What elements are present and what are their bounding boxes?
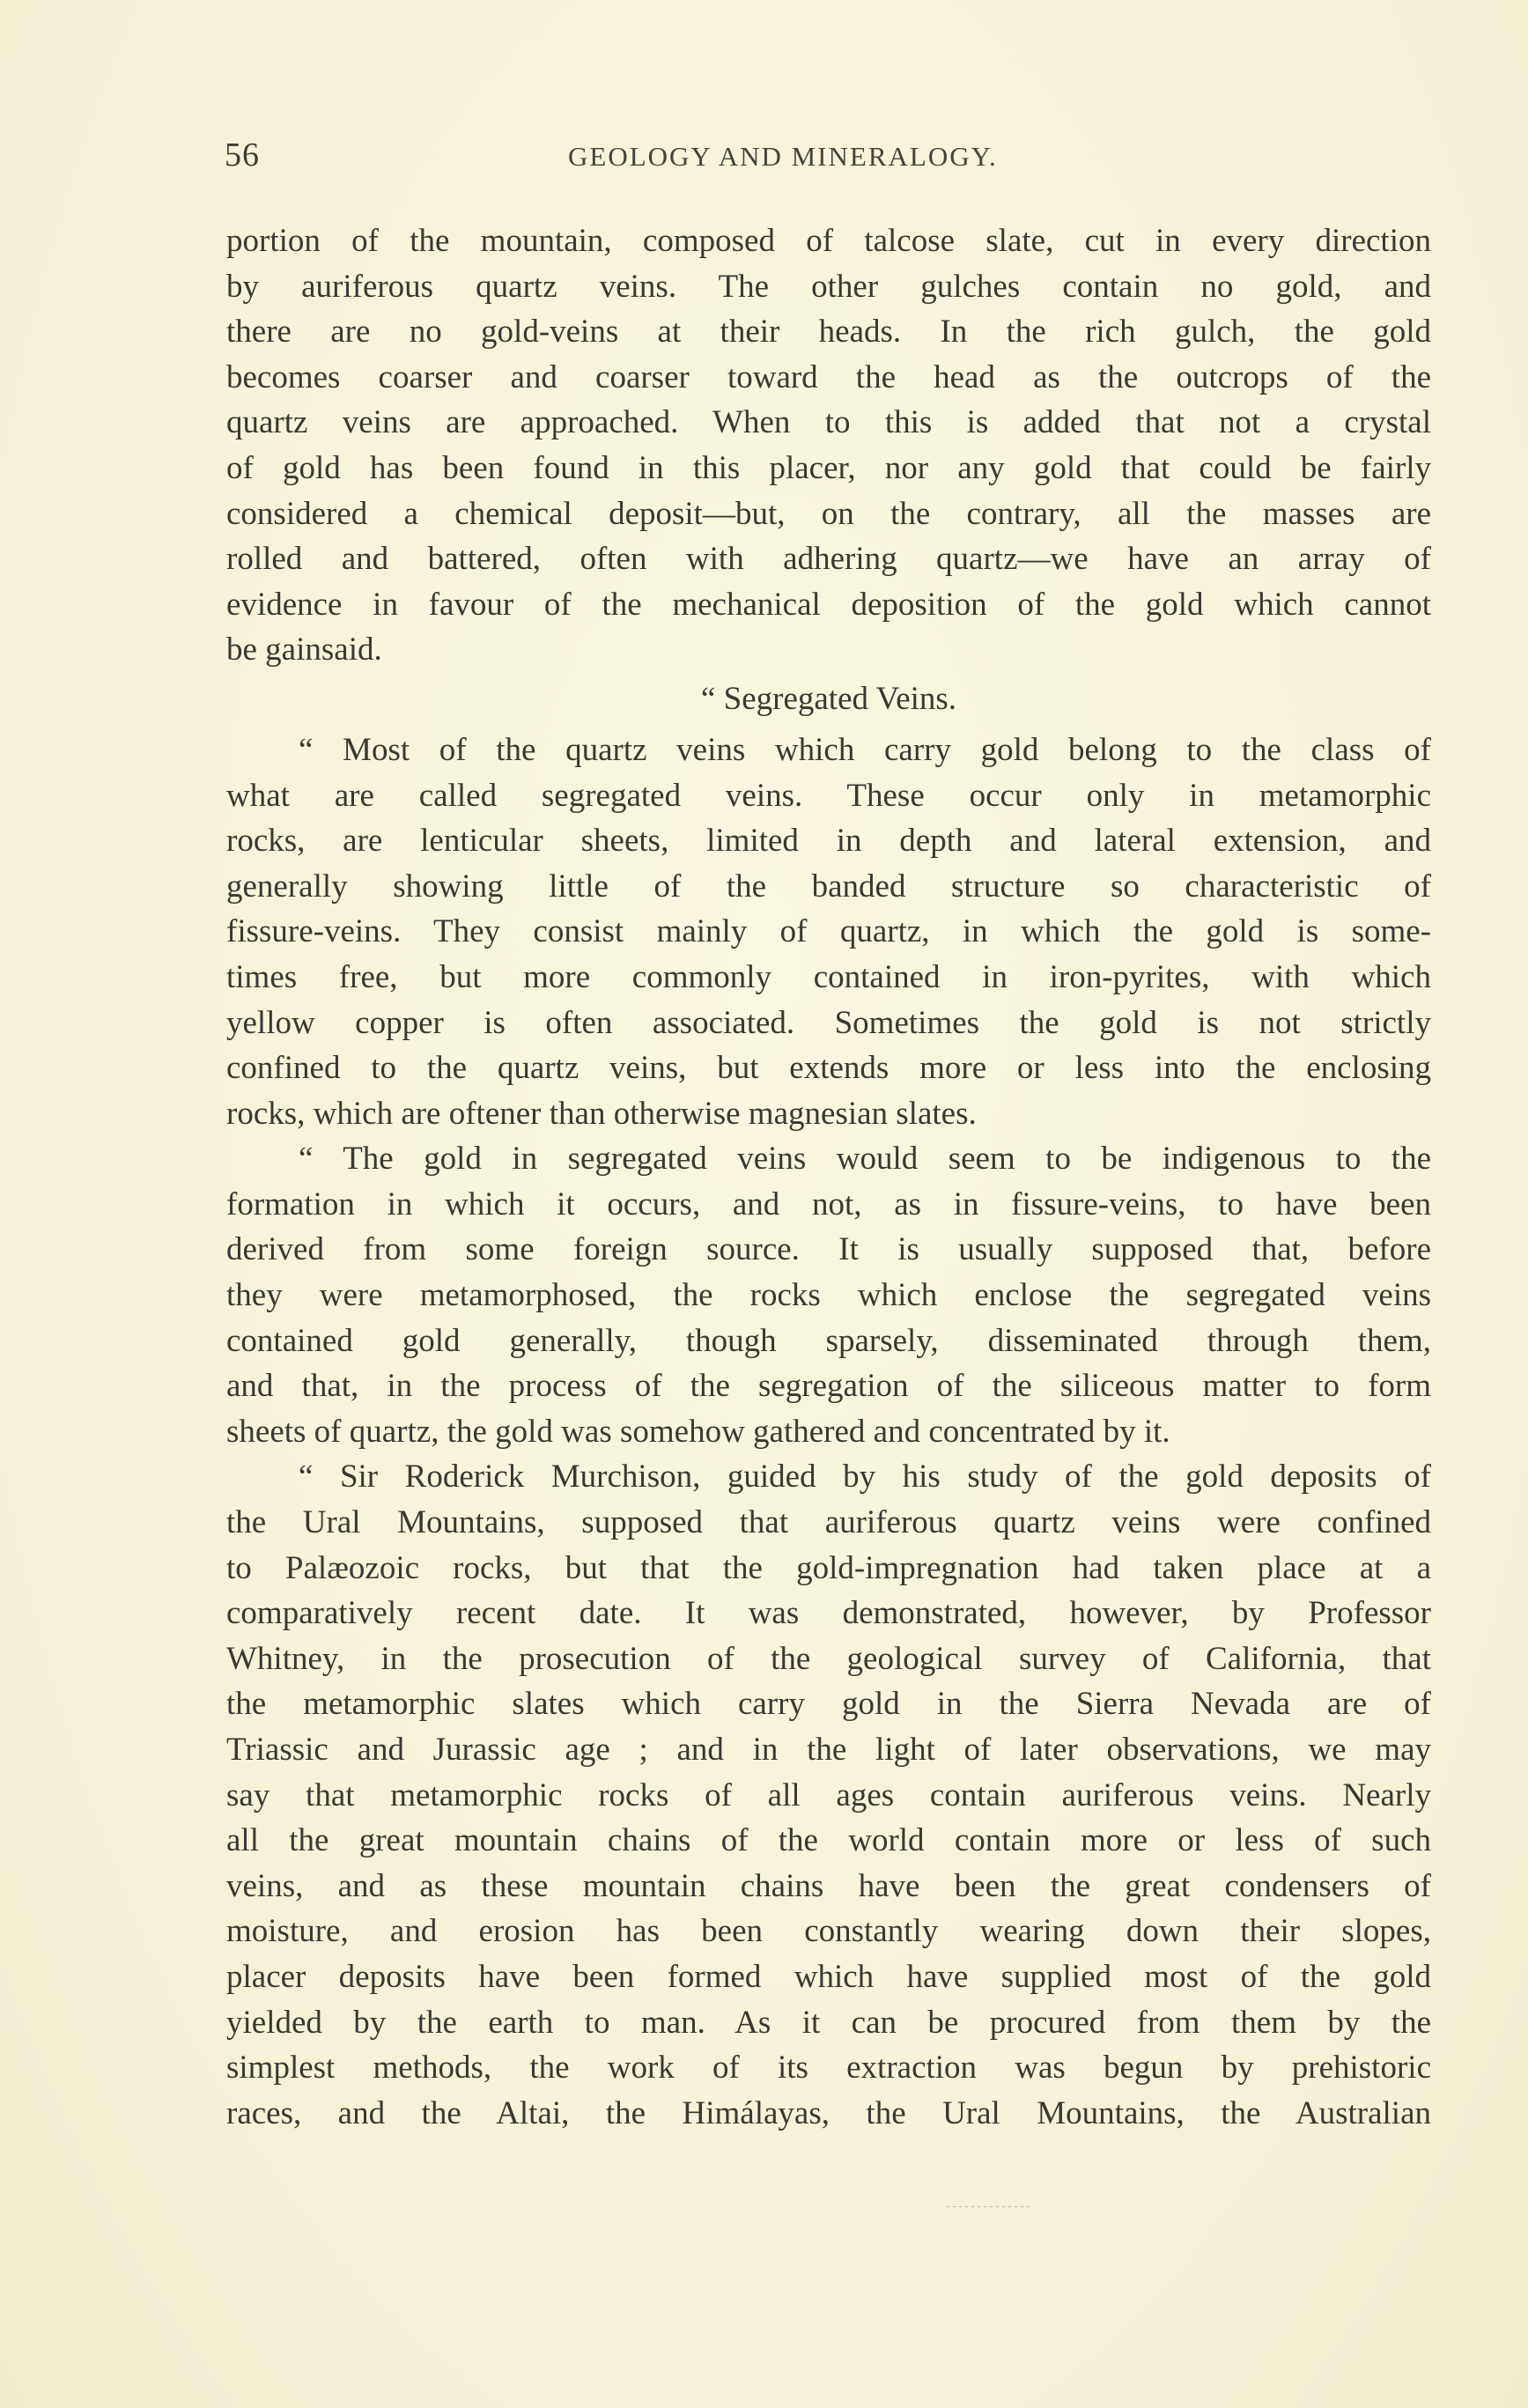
text-line: “ The gold in segregated veins would seem to be indigenous to the [299, 1141, 1431, 1178]
text-line: the metamorphic slates which carry gold in the Sierra Nevada are of [226, 1686, 1431, 1723]
text-line: there are no gold-veins at their heads. In the rich gulch, the gold [226, 314, 1431, 351]
text-line: sheets of quartz, the gold was somehow gathered and concentrated by it. [226, 1413, 1170, 1450]
running-head: GEOLOGY AND MINERALOGY. [568, 141, 998, 172]
text-line: of gold has been found in this placer, nor any gold that could be fairly [226, 449, 1431, 486]
page-header [225, 132, 1431, 185]
text-line: yielded by the earth to man. As it can be procured from them by the [226, 2004, 1431, 2041]
text-line: rolled and battered, often with adhering quartz—we have an array of [226, 541, 1431, 578]
text-line: to Palæozoic rocks, but that the gold-impregnation had taken place at a [226, 1549, 1431, 1586]
paragraph-segregated-veins [226, 722, 1431, 1136]
text-line: quartz veins are approached. When to this is added that not a crystal [226, 404, 1431, 441]
text-line: be gainsaid. [226, 632, 382, 668]
text-line: portion of the mountain, composed of talcose slate, cut in every direction [226, 223, 1431, 259]
paragraph-murchison [226, 1454, 1431, 2136]
paragraph-continuation [226, 218, 1431, 673]
text-line: placer deposits have been formed which have supplied most of the gold [226, 1958, 1431, 1995]
text-line: by auriferous quartz veins. The other gulches contain no gold, and [226, 268, 1431, 305]
text-line: “ Most of the quartz veins which carry gold belong to the class of [299, 731, 1431, 768]
text-line: Whitney, in the prosecution of the geological survey of California, that [226, 1640, 1431, 1677]
text-line: they were metamorphosed, the rocks which enclose the segregated veins [226, 1277, 1431, 1314]
text-line: generally showing little of the banded structure so characteristic of [226, 868, 1431, 905]
text-line: simplest methods, the work of its extraction was begun by prehistoric [226, 2050, 1431, 2087]
text-line: “ Sir Roderick Murchison, guided by his study of the gold deposits of [299, 1459, 1431, 1496]
text-line: yellow copper is often associated. Sometimes the gold is not strictly [226, 1004, 1431, 1041]
section-heading: “ Segregated Veins. [700, 680, 957, 717]
text-line: rocks, are lenticular sheets, limited in depth and lateral extension, and [226, 823, 1431, 860]
text-line: the Ural Mountains, supposed that auriferous quartz veins were confined [226, 1504, 1431, 1541]
text-line: veins, and as these mountain chains have been the great condensers of [226, 1867, 1431, 1904]
text-line: and that, in the process of the segregation of the siliceous matter to form [226, 1368, 1431, 1405]
text-line: comparatively recent date. It was demonstrated, however, by Professor [226, 1595, 1431, 1632]
print-mark [947, 2206, 1030, 2207]
text-line: derived from some foreign source. It is usually supposed that, before [226, 1231, 1431, 1268]
text-line: what are called segregated veins. These occur only in metamorphic [226, 777, 1431, 814]
text-line: confined to the quartz veins, but extends more or less into the enclosing [226, 1050, 1431, 1087]
text-line: formation in which it occurs, and not, as in fissure-veins, to have been [226, 1186, 1431, 1222]
text-line: contained gold generally, though sparsely, disseminated through them, [226, 1322, 1431, 1359]
paragraph-indigenous-gold [226, 1136, 1431, 1454]
text-line: races, and the Altai, the Himálayas, the Ural Mountains, the Australian [226, 2094, 1431, 2131]
text-line: rocks, which are oftener than otherwise magnesian slates. [226, 1095, 977, 1132]
text-line: evidence in favour of the mechanical deposition of the gold which cannot [226, 586, 1431, 623]
text-line: considered a chemical deposit—but, on the contrary, all the masses are [226, 495, 1431, 532]
text-line: all the great mountain chains of the world contain more or less of such [226, 1822, 1431, 1859]
body-text [226, 218, 1431, 2136]
text-line: say that metamorphic rocks of all ages contain auriferous veins. Nearly [226, 1776, 1431, 1813]
text-line: fissure-veins. They consist mainly of quartz, in which the gold is some- [226, 913, 1431, 950]
text-line: becomes coarser and coarser toward the head as the outcrops of the [226, 358, 1431, 395]
text-line: moisture, and erosion has been constantly wearing down their slopes, [226, 1913, 1431, 1950]
text-line: times free, but more commonly contained in iron-pyrites, with which [226, 958, 1431, 995]
page-number: 56 [225, 137, 260, 174]
text-line: Triassic and Jurassic age ; and in the light of later observations, we may [226, 1732, 1431, 1768]
